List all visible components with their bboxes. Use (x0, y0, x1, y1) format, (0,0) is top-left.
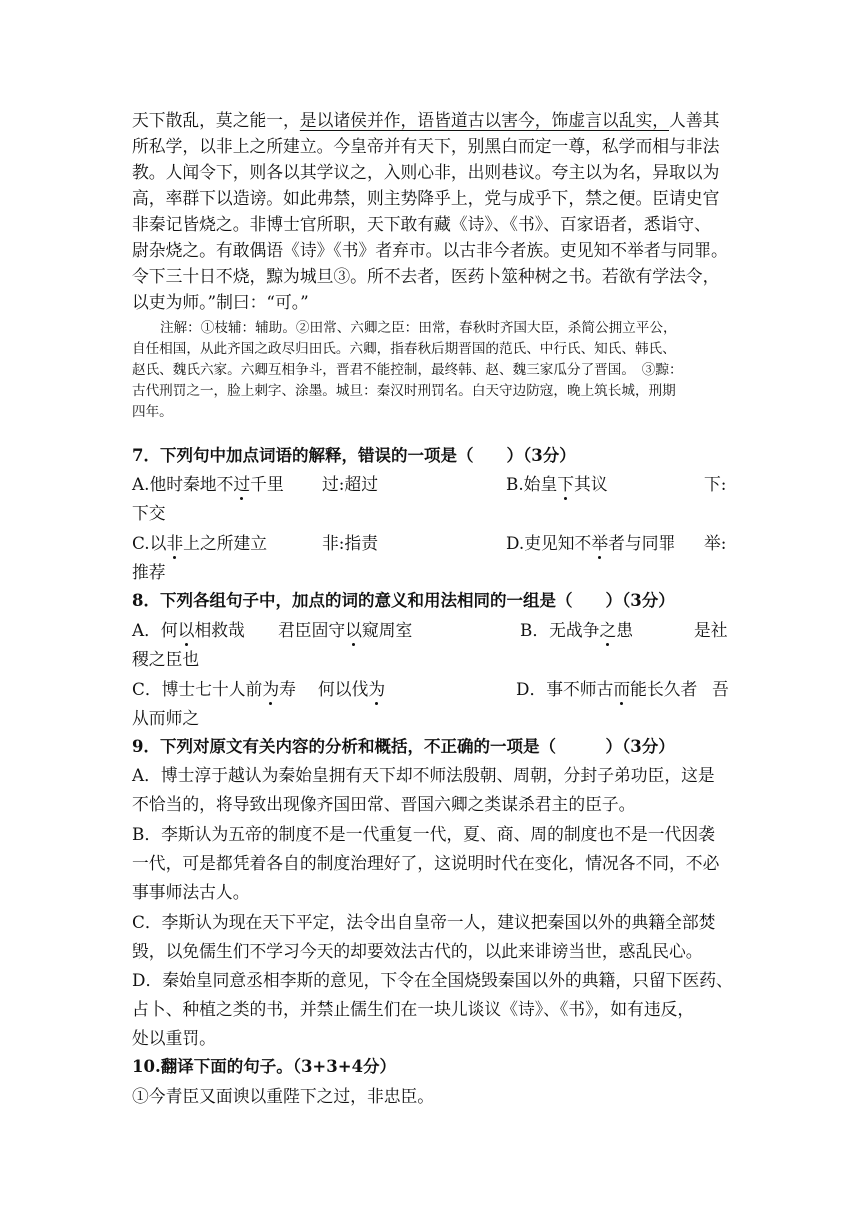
dotted-word: 而 (613, 679, 631, 699)
q8-option-c: C．博士七十人前为寿 (132, 679, 296, 699)
q8-option-a-pair: 君臣固守以窥周室 (278, 620, 413, 640)
underlined-sentence: 是以诸侯并作，语皆道古以害今，饰虚言以乱实， (299, 110, 670, 130)
q7-option-c-gloss: 非:指责 (322, 533, 378, 553)
q8-option-b: B．无战争之患 (520, 620, 634, 640)
q8-option-a: A．何以相救哉 (132, 620, 245, 640)
dotted-word: 为 (368, 679, 386, 699)
q8-option-b-pair: 是社 (694, 620, 728, 640)
dotted-word: 以 (345, 620, 362, 640)
q7-option-a: A.他时秦地不过千里 (132, 474, 284, 494)
q7-option-d-gloss: 举: (704, 533, 727, 553)
dotted-word: 举 (591, 533, 609, 553)
dotted-word: 非 (166, 533, 184, 553)
q8-option-c-pair: 何以伐为 (318, 679, 386, 699)
dotted-word: 过 (233, 474, 251, 494)
q8-option-d: D．事不师古而能长久者 (516, 679, 698, 699)
exam-page: 天下散乱，莫之能一，是以诸侯并作，语皆道古以害今，饰虚言以乱实，人善其 所私学，以非上之所建立。今皇帝并有天下，别黑白而定一尊，私学而相与非法 教。人闻令下，则各以其学议之，入则心非，出则巷议。夸主以为名，异取以为 高，率群下以造谤。如此弗禁，则主势降乎上，党与成乎下，禁之便。臣请史官 非秦记皆烧之。非博士官所职，天下敢有藏《诗》、《书》、百家语者，悉诣守、 尉杂烧之。有敢偶语《诗》《书》者弃市。以古非今者族。吏见知不举者与同罪。 令下三十日不烧，黥为城旦③。所不去者，医药卜筮种树之书。若欲有学法令， 以吏为师。”制曰：“可。” 注解：①枝辅：辅助。②田常、六卿之臣：田常，春秋时齐国大臣，杀简公拥立平公， 自任相国，从此齐国之政尽归田氏。六卿，指春秋后期晋国的范氏、中行氏、知氏、韩氏、 赵氏、魏氏六家。六卿互相争斗，晋君不能控制，最终韩、赵、魏三家瓜分了晋国。 ③黥： 古代刑罚之一，脸上刺字、涂墨。城旦：秦汉时刑罚名。白天守边防寇，晚上筑长城，刑期 四年。 7．下列句中加点词语的解释，错误的一项是（ ）（3分） A.他时秦地不过千里 过:超过 B.始皇下其议 下: 下交 C.以非上之所建立 非:指责 D.吏见知不举者与同罪 举: 推荐 8．下列各组句子中，加点的词的意义和用法相同的一组是（ ）（3分） A．何以相救哉 君臣固守以窥周室 B．无战争之患 是社 稷之臣也 C．博士七十人前为寿 何以伐为 D．事不师古而能长久者 吾 从而师之 9．下列对原文有关内容的分析和概括，不正确的一项是（ ）（3分） A．博士淳于越认为秦始皇拥有天下却不师法殷朝、周朝，分封子弟功臣，这是 不恰当的，将导致出现像齐国田常、晋国六卿之类谋杀君主的臣子。 B．李斯认为五帝的制度不是一代重复一代，夏、商、周的制度也不是一代因袭 一代，可是都凭着各自的制度治理好了，这说明时代在变化，情况各不同，不必 事事师法古人。 C．李斯认为现在天下平定，法令出自皇帝一人，建议把秦国以外的典籍全部焚 毁，以免儒生们不学习今天的却要效法古代的，以此来诽谤当世，惑乱民心。 D．秦始皇同意丞相李斯的意见，下令在全国烧毁秦国以外的典籍，只留下医药、 占卜、种植之类的书，并禁止儒生们在一块儿谈议《诗》、《书》，如有违反， 处以重罚。 10.翻译下面的句子。（3+3+4分） ①今青臣又面谀以重陛下之过，非忠臣。 (0, 0, 860, 1216)
passage-text: 天下散乱，莫之能一， (132, 110, 300, 130)
q7-option-b: B.始皇下其议 (506, 474, 608, 494)
dotted-word: 之 (599, 620, 617, 640)
q7-option-c: C.以非上之所建立 (132, 533, 268, 553)
dotted-word: 下 (557, 474, 575, 494)
q7-option-a-gloss: 过:超过 (322, 474, 378, 494)
passage-text: 人善其 (669, 110, 720, 130)
dotted-word: 为 (262, 679, 280, 699)
q7-option-b-gloss: 下: (704, 474, 727, 494)
q7-option-d: D.吏见知不举者与同罪 (506, 533, 676, 553)
dotted-word: 以 (177, 620, 195, 640)
q8-option-d-pair: 吾 (712, 679, 729, 699)
